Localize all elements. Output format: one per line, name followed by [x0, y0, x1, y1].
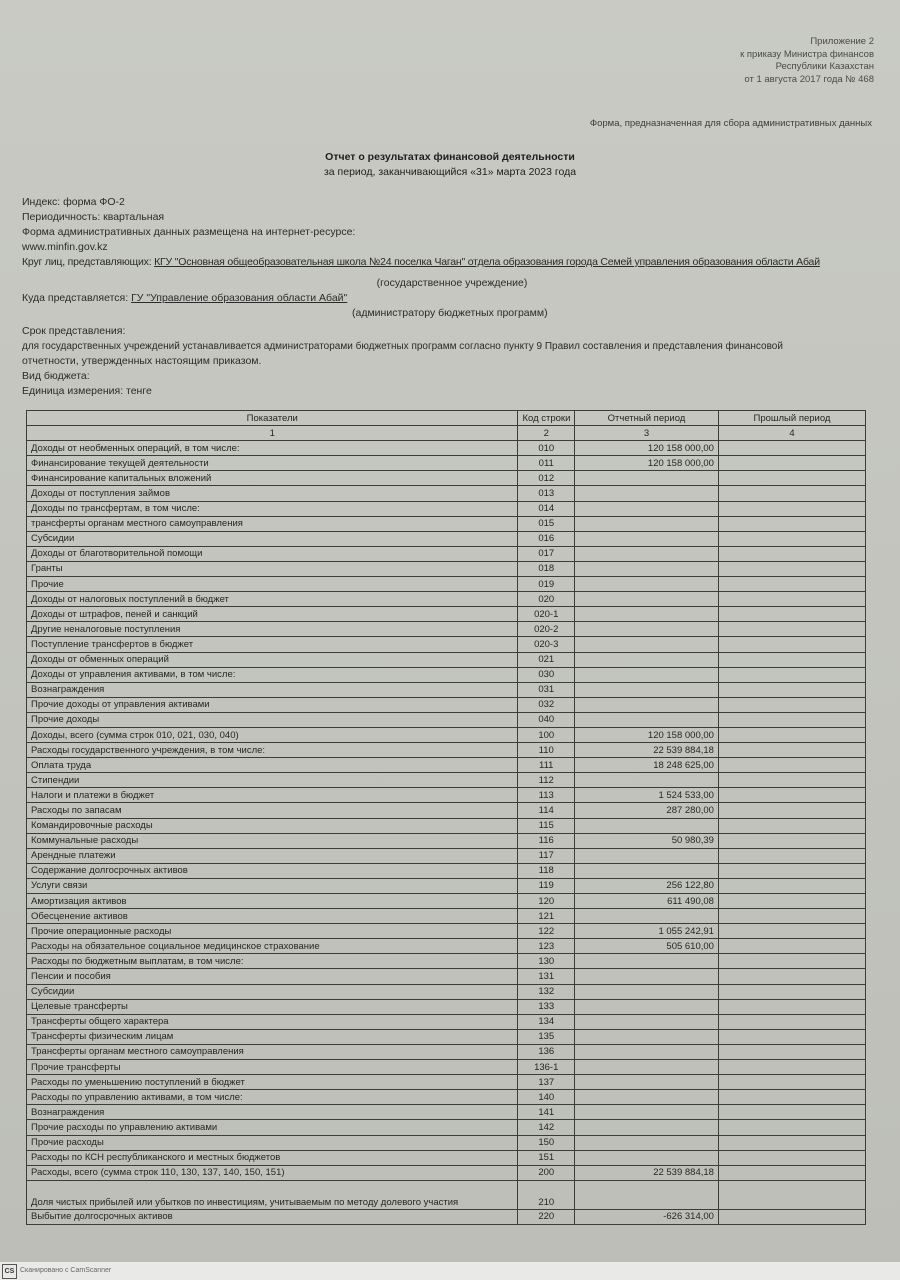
appendix-line: Приложение 2 — [810, 36, 874, 47]
row-name: Командировочные расходы — [27, 818, 518, 833]
row-current: 18 248 625,00 — [575, 758, 719, 773]
row-current — [575, 909, 719, 924]
row-name: Амортизация активов — [27, 894, 518, 909]
meta-where-caption: (администратору бюджетных программ) — [352, 307, 548, 319]
row-name: трансферты органам местного самоуправления — [27, 516, 518, 531]
row-previous — [718, 1135, 865, 1150]
row-name: Трансферты общего характера — [27, 1014, 518, 1029]
row-name: Трансферты органам местного самоуправления — [27, 1044, 518, 1059]
row-current — [575, 577, 719, 592]
table-row — [27, 878, 866, 893]
row-code: 113 — [518, 788, 575, 803]
row-previous — [718, 848, 865, 863]
row-current — [575, 652, 719, 667]
row-name: Обесценение активов — [27, 909, 518, 924]
row-previous — [718, 954, 865, 969]
row-previous — [718, 697, 865, 712]
row-name: Целевые трансферты — [27, 999, 518, 1014]
row-code: 019 — [518, 577, 575, 592]
row-name: Прочие доходы — [27, 712, 518, 727]
table-row — [27, 954, 866, 969]
row-previous — [718, 501, 865, 516]
table-row — [27, 1150, 866, 1165]
table-row — [27, 773, 866, 788]
table-row — [27, 637, 866, 652]
row-previous — [718, 577, 865, 592]
row-name: Другие неналоговые поступления — [27, 622, 518, 637]
row-current — [575, 969, 719, 984]
table-row — [27, 743, 866, 758]
row-current — [575, 471, 719, 486]
meta-where — [22, 291, 882, 306]
row-code: 116 — [518, 833, 575, 848]
row-current: -626 314,00 — [575, 1209, 719, 1224]
header-name: Показатели — [27, 411, 518, 426]
row-code: 114 — [518, 803, 575, 818]
table-row — [27, 501, 866, 516]
row-current: 1 524 533,00 — [575, 788, 719, 803]
table-row — [27, 577, 866, 592]
report-subtitle: за период, заканчивающийся «31» марта 2023 года — [323, 166, 577, 178]
row-current — [575, 773, 719, 788]
row-code: 120 — [518, 894, 575, 909]
row-code: 119 — [518, 878, 575, 893]
table-row — [27, 546, 866, 561]
row-previous — [718, 456, 865, 471]
row-previous — [718, 712, 865, 727]
row-code: 040 — [518, 712, 575, 727]
row-previous — [718, 1044, 865, 1059]
row-current — [575, 1060, 719, 1075]
table-row — [27, 652, 866, 667]
table-row — [27, 1180, 866, 1209]
row-name: Доходы от налоговых поступлений в бюджет — [27, 592, 518, 607]
appendix-line: к приказу Министра финансов — [740, 48, 874, 60]
table-row — [27, 441, 866, 456]
row-code: 018 — [518, 561, 575, 576]
row-previous — [718, 486, 865, 501]
row-previous — [718, 939, 865, 954]
row-code: 200 — [518, 1165, 575, 1180]
row-name: Арендные платежи — [27, 848, 518, 863]
form-note: Форма, предназначенная для сбора административных данных — [589, 118, 872, 129]
row-code: 016 — [518, 531, 575, 546]
table-row — [27, 758, 866, 773]
row-name: Субсидии — [27, 984, 518, 999]
row-current — [575, 1090, 719, 1105]
row-name: Расходы государственного учреждения, в том числе: — [27, 743, 518, 758]
table-row — [27, 924, 866, 939]
row-code: 123 — [518, 939, 575, 954]
row-previous — [718, 1075, 865, 1090]
appendix-line: от 1 августа 2017 года № 468 — [744, 73, 874, 85]
row-current — [575, 531, 719, 546]
row-previous — [718, 878, 865, 893]
row-previous — [718, 1165, 865, 1180]
row-name: Доходы от необменных операций, в том числе: — [27, 441, 518, 456]
row-name: Прочие расходы по управлению активами — [27, 1120, 518, 1135]
row-current — [575, 1029, 719, 1044]
row-current — [575, 712, 719, 727]
row-name: Пенсии и пособия — [27, 969, 518, 984]
row-current — [575, 561, 719, 576]
row-code: 136 — [518, 1044, 575, 1059]
table-row — [27, 516, 866, 531]
row-previous — [718, 1150, 865, 1165]
row-code: 020 — [518, 592, 575, 607]
table-row — [27, 939, 866, 954]
row-current — [575, 682, 719, 697]
row-code: 136-1 — [518, 1060, 575, 1075]
row-current — [575, 667, 719, 682]
report-table — [26, 410, 866, 1225]
table-row — [27, 456, 866, 471]
row-current — [575, 954, 719, 969]
table-row — [27, 1029, 866, 1044]
table-row — [27, 833, 866, 848]
row-name: Услуги связи — [27, 878, 518, 893]
row-code: 020-1 — [518, 607, 575, 622]
row-previous — [718, 471, 865, 486]
row-code: 010 — [518, 441, 575, 456]
row-code: 150 — [518, 1135, 575, 1150]
table-row — [27, 863, 866, 878]
row-name: Расходы по запасам — [27, 803, 518, 818]
row-name: Расходы по уменьшению поступлений в бюджет — [27, 1075, 518, 1090]
row-previous — [718, 637, 865, 652]
row-name: Прочие — [27, 577, 518, 592]
row-code: 021 — [518, 652, 575, 667]
table-row — [27, 1165, 866, 1180]
row-code: 015 — [518, 516, 575, 531]
row-current — [575, 984, 719, 999]
row-name: Финансирование капитальных вложений — [27, 471, 518, 486]
row-previous — [718, 999, 865, 1014]
row-current — [575, 622, 719, 637]
row-name: Вознаграждения — [27, 1105, 518, 1120]
row-name: Поступление трансфертов в бюджет — [27, 637, 518, 652]
row-code: 122 — [518, 924, 575, 939]
row-current — [575, 1044, 719, 1059]
row-code: 030 — [518, 667, 575, 682]
row-current — [575, 863, 719, 878]
row-current: 22 539 884,18 — [575, 743, 719, 758]
row-current — [575, 818, 719, 833]
row-previous — [718, 788, 865, 803]
table-row — [27, 803, 866, 818]
colnum: 2 — [518, 426, 575, 441]
row-name: Доля чистых прибылей или убытков по инвестициям, учитываемым по методу долевого участия — [27, 1180, 518, 1209]
row-code: 140 — [518, 1090, 575, 1105]
row-current — [575, 1075, 719, 1090]
row-name: Доходы от обменных операций — [27, 652, 518, 667]
row-current — [575, 848, 719, 863]
row-code: 032 — [518, 697, 575, 712]
row-name: Оплата труда — [27, 758, 518, 773]
table-row — [27, 712, 866, 727]
meta-periodicity: Периодичность: квартальная — [22, 211, 165, 223]
row-previous — [718, 561, 865, 576]
table-row — [27, 1135, 866, 1150]
row-name: Прочие доходы от управления активами — [27, 697, 518, 712]
table-row — [27, 486, 866, 501]
row-current — [575, 607, 719, 622]
scanner-footer — [0, 1262, 900, 1280]
table-row — [27, 894, 866, 909]
row-name: Стипендии — [27, 773, 518, 788]
row-previous — [718, 969, 865, 984]
row-code: 134 — [518, 1014, 575, 1029]
row-current — [575, 1135, 719, 1150]
row-name: Финансирование текущей деятельности — [27, 456, 518, 471]
meta-circle — [22, 255, 882, 270]
row-name: Выбытие долгосрочных активов — [27, 1209, 518, 1224]
table-row — [27, 999, 866, 1014]
report-title: Отчет о результатах финансовой деятельности — [325, 151, 575, 163]
row-previous — [718, 667, 865, 682]
row-current — [575, 516, 719, 531]
row-previous — [718, 531, 865, 546]
table-row — [27, 1075, 866, 1090]
row-name: Расходы на обязательное социальное медицинское страхование — [27, 939, 518, 954]
camscanner-logo-icon: CS — [2, 1264, 17, 1279]
meta-deadline-text1: для государственных учреждений устанавливается администраторами бюджетных программ согласно пункту 9 Правил составления и представления финансовой — [22, 341, 783, 352]
row-code: 132 — [518, 984, 575, 999]
meta-where-label: Куда представляется: — [22, 292, 129, 304]
appendix-block — [740, 36, 874, 86]
row-code: 133 — [518, 999, 575, 1014]
row-previous — [718, 1180, 865, 1209]
meta-site: www.minfin.gov.kz — [22, 241, 108, 253]
row-current — [575, 1120, 719, 1135]
row-previous — [718, 682, 865, 697]
row-current — [575, 1150, 719, 1165]
table-row — [27, 561, 866, 576]
row-previous — [718, 441, 865, 456]
row-current — [575, 1180, 719, 1209]
row-previous — [718, 546, 865, 561]
table-row — [27, 1105, 866, 1120]
row-name: Расходы по управлению активами, в том числе: — [27, 1090, 518, 1105]
table-body — [27, 441, 866, 1225]
colnum: 3 — [575, 426, 719, 441]
table-row — [27, 592, 866, 607]
row-current: 287 280,00 — [575, 803, 719, 818]
meta-circle-value: КГУ "Основная общеобразовательная школа №24 поселка Чаган" отдела образования города Семей управления образования области Абай — [154, 256, 820, 268]
row-current: 22 539 884,18 — [575, 1165, 719, 1180]
row-previous — [718, 1029, 865, 1044]
row-current — [575, 999, 719, 1014]
row-name: Прочие трансферты — [27, 1060, 518, 1075]
row-previous — [718, 909, 865, 924]
row-name: Коммунальные расходы — [27, 833, 518, 848]
row-code: 135 — [518, 1029, 575, 1044]
colnum: 4 — [718, 426, 865, 441]
row-name: Вознаграждения — [27, 682, 518, 697]
row-name: Доходы от поступления займов — [27, 486, 518, 501]
table-row — [27, 788, 866, 803]
row-previous — [718, 607, 865, 622]
meta-deadline-label: Срок представления: — [22, 325, 126, 337]
row-name: Доходы, всего (сумма строк 010, 021, 030, 040) — [27, 727, 518, 742]
row-name: Прочие расходы — [27, 1135, 518, 1150]
row-code: 110 — [518, 743, 575, 758]
table-row — [27, 531, 866, 546]
row-name: Расходы по бюджетным выплатам, в том числе: — [27, 954, 518, 969]
table-row — [27, 818, 866, 833]
meta-circle-caption: (государственное учреждение) — [376, 277, 528, 289]
row-previous — [718, 592, 865, 607]
row-code: 220 — [518, 1209, 575, 1224]
scanner-footer-text: Сканировано с CamScanner — [20, 1267, 112, 1274]
row-previous — [718, 924, 865, 939]
row-previous — [718, 727, 865, 742]
meta-index: Индекс: форма ФО-2 — [22, 196, 125, 208]
row-previous — [718, 818, 865, 833]
row-name: Расходы, всего (сумма строк 110, 130, 137, 140, 150, 151) — [27, 1165, 518, 1180]
table-row — [27, 727, 866, 742]
table-row — [27, 622, 866, 637]
row-code: 130 — [518, 954, 575, 969]
row-current — [575, 637, 719, 652]
row-code: 020-3 — [518, 637, 575, 652]
table-row — [27, 969, 866, 984]
row-previous — [718, 1120, 865, 1135]
table-row — [27, 984, 866, 999]
table-row — [27, 697, 866, 712]
row-code: 017 — [518, 546, 575, 561]
row-code: 142 — [518, 1120, 575, 1135]
row-current: 120 158 000,00 — [575, 456, 719, 471]
row-code: 014 — [518, 501, 575, 516]
row-current: 1 055 242,91 — [575, 924, 719, 939]
table-row — [27, 909, 866, 924]
table-colnum-row — [27, 426, 866, 441]
row-previous — [718, 758, 865, 773]
row-current: 120 158 000,00 — [575, 441, 719, 456]
table-row — [27, 1060, 866, 1075]
row-current: 611 490,08 — [575, 894, 719, 909]
row-code: 118 — [518, 863, 575, 878]
meta-where-value: ГУ "Управление образования области Абай" — [131, 292, 348, 304]
row-current — [575, 1014, 719, 1029]
row-code: 020-2 — [518, 622, 575, 637]
row-previous — [718, 1105, 865, 1120]
meta-budget-type: Вид бюджета: — [22, 370, 90, 382]
row-code: 210 — [518, 1180, 575, 1209]
row-previous — [718, 984, 865, 999]
row-name: Доходы от благотворительной помощи — [27, 546, 518, 561]
row-previous — [718, 516, 865, 531]
row-name: Прочие операционные расходы — [27, 924, 518, 939]
table-row — [27, 667, 866, 682]
table-row — [27, 1014, 866, 1029]
row-current: 50 980,39 — [575, 833, 719, 848]
table-row — [27, 1044, 866, 1059]
colnum: 1 — [27, 426, 518, 441]
row-previous — [718, 894, 865, 909]
row-current: 256 122,80 — [575, 878, 719, 893]
row-previous — [718, 833, 865, 848]
row-previous — [718, 622, 865, 637]
meta-circle-label: Круг лиц, представляющих: — [22, 256, 152, 268]
header-current: Отчетный период — [575, 411, 719, 426]
row-name: Налоги и платежи в бюджет — [27, 788, 518, 803]
row-previous — [718, 1014, 865, 1029]
meta-deadline-text2: отчетности, утвержденных настоящим приказом. — [22, 355, 262, 367]
row-code: 151 — [518, 1150, 575, 1165]
row-code: 131 — [518, 969, 575, 984]
table-row — [27, 1120, 866, 1135]
row-previous — [718, 743, 865, 758]
row-name: Гранты — [27, 561, 518, 576]
row-name: Расходы по КСН республиканского и местных бюджетов — [27, 1150, 518, 1165]
row-code: 121 — [518, 909, 575, 924]
row-name: Трансферты физическим лицам — [27, 1029, 518, 1044]
row-current — [575, 697, 719, 712]
table-row — [27, 471, 866, 486]
table-row — [27, 607, 866, 622]
row-code: 012 — [518, 471, 575, 486]
table-row — [27, 848, 866, 863]
row-current — [575, 486, 719, 501]
row-code: 115 — [518, 818, 575, 833]
meta-unit: Единица измерения: тенге — [22, 385, 152, 397]
row-current — [575, 501, 719, 516]
row-previous — [718, 863, 865, 878]
row-name: Содержание долгосрочных активов — [27, 863, 518, 878]
header-code: Код строки — [518, 411, 575, 426]
table-row — [27, 1209, 866, 1224]
row-name: Доходы от штрафов, пеней и санкций — [27, 607, 518, 622]
row-previous — [718, 1209, 865, 1224]
report-title-block — [0, 150, 900, 180]
row-current — [575, 546, 719, 561]
row-code: 013 — [518, 486, 575, 501]
table-row — [27, 1090, 866, 1105]
row-code: 031 — [518, 682, 575, 697]
row-current: 120 158 000,00 — [575, 727, 719, 742]
appendix-line: Республики Казахстан — [775, 61, 874, 72]
row-current — [575, 592, 719, 607]
row-code: 111 — [518, 758, 575, 773]
row-current: 505 610,00 — [575, 939, 719, 954]
row-previous — [718, 773, 865, 788]
row-code: 100 — [518, 727, 575, 742]
table-row — [27, 682, 866, 697]
row-current — [575, 1105, 719, 1120]
row-previous — [718, 652, 865, 667]
row-code: 112 — [518, 773, 575, 788]
table-header-row — [27, 411, 866, 426]
row-previous — [718, 803, 865, 818]
row-code: 141 — [518, 1105, 575, 1120]
header-previous: Прошлый период — [718, 411, 865, 426]
row-previous — [718, 1060, 865, 1075]
row-code: 137 — [518, 1075, 575, 1090]
report-meta — [22, 195, 882, 399]
row-code: 011 — [518, 456, 575, 471]
row-name: Доходы по трансфертам, в том числе: — [27, 501, 518, 516]
row-code: 117 — [518, 848, 575, 863]
row-previous — [718, 1090, 865, 1105]
meta-resource: Форма административных данных размещена на интернет-ресурсе: — [22, 226, 356, 238]
row-name: Доходы от управления активами, в том числе: — [27, 667, 518, 682]
row-name: Субсидии — [27, 531, 518, 546]
